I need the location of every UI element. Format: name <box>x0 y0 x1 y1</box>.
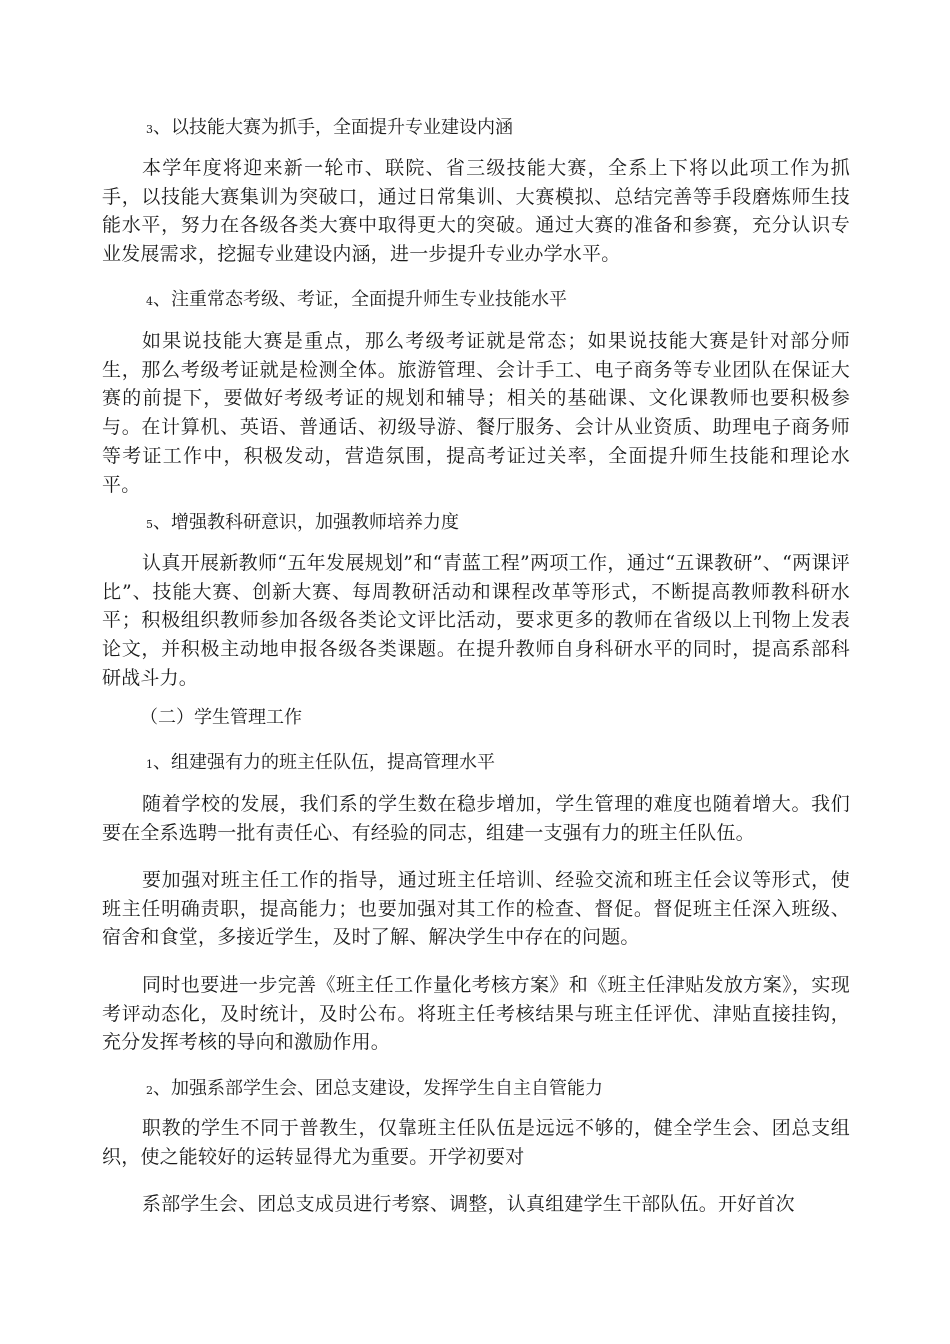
paragraph-assessment-scheme: 同时也要进一步完善《班主任工作量化考核方案》和《班主任津贴发放方案》，实现考评动态化，及时统计，及时公布。将班主任考核结果与班主任评优、津贴直接挂钩，充分发挥考核的导向和激励作用。 <box>102 974 850 1054</box>
heading-text: （二）学生管理工作 <box>140 707 302 728</box>
heading-text: 、以技能大赛为抓手，全面提升专业建设内涵 <box>153 117 513 138</box>
section-heading-student-management <box>102 705 850 733</box>
heading-number: 1 <box>146 758 153 771</box>
heading-number: 2 <box>146 1084 153 1097</box>
paragraph-skills-competition: 本学年度将迎来新一轮市、联院、省三级技能大赛，全系上下将以此项工作为抓手，以技能大赛集训为突破口，通过日常集训、大赛模拟、总结完善等手段磨炼师生技能水平，努力在各级各类大赛中取得更大的突破。通过大赛的准备和参赛，充分认识专业发展需求，挖掘专业建设内涵，进一步提升专业办学水平。 <box>102 157 850 266</box>
section-heading-head-teachers <box>102 750 850 778</box>
section-heading-certification <box>102 287 850 315</box>
paragraph-research: 认真开展新教师“五年发展规划”和“青蓝工程”两项工作，通过“五课教研”、“两课评比”、技能大赛、创新大赛、每周教研活动和课程改革等形式，不断提高教师教科研水平；积极组织教师参加各级各类论文评比活动，要求更多的教师在省级以上刊物上发表论文，并积极主动地申报各级各类课题。在提升教师自身科研水平的同时，提高系部科研战斗力。 <box>102 552 850 689</box>
heading-number: 3 <box>146 123 153 136</box>
heading-text: 、注重常态考级、考证，全面提升师生专业技能水平 <box>153 289 567 310</box>
paragraph-student-growth: 随着学校的发展，我们系的学生数在稳步增加，学生管理的难度也随着增大。我们要在全系选聘一批有责任心、有经验的同志，组建一支强有力的班主任队伍。 <box>102 793 850 844</box>
heading-number: 5 <box>146 518 153 531</box>
paragraph-student-union: 职教的学生不同于普教生，仅靠班主任队伍是远远不够的，健全学生会、团总支组织，使之能较好的运转显得尤为重要。开学初要对 <box>102 1117 850 1168</box>
section-heading-research <box>102 510 850 538</box>
heading-number: 4 <box>146 295 153 308</box>
paragraph-cadre-team: 系部学生会、团总支成员进行考察、调整，认真组建学生干部队伍。开好首次 <box>142 1193 795 1215</box>
paragraph-certification: 如果说技能大赛是重点，那么考级考证就是常态；如果说技能大赛是针对部分师生，那么考级考证就是检测全体。旅游管理、会计手工、电子商务等专业团队在保证大赛的前提下，要做好考级考证的规划和辅导；相关的基础课、文化课教师也要积极参与。在计算机、英语、普通话、初级导游、餐厅服务、会计从业资质、助理电子商务师等考证工作中，积极发动，营造氛围，提高考证过关率，全面提升师生技能和理论水平。 <box>102 330 850 496</box>
section-heading-student-union <box>102 1076 850 1104</box>
paragraph-head-teacher-guidance: 要加强对班主任工作的指导，通过班主任培训、经验交流和班主任会议等形式，使班主任明确责职，提高能力；也要加强对其工作的检查、督促。督促班主任深入班级、宿舍和食堂，多接近学生，及时了解、解决学生中存在的问题。 <box>102 869 850 949</box>
heading-text: 、组建强有力的班主任队伍，提高管理水平 <box>153 752 495 773</box>
heading-text: 、增强教科研意识，加强教师培养力度 <box>153 512 459 533</box>
section-heading-skills-competition <box>102 115 850 143</box>
heading-text: 、加强系部学生会、团总支建设，发挥学生自主自管能力 <box>153 1078 603 1099</box>
